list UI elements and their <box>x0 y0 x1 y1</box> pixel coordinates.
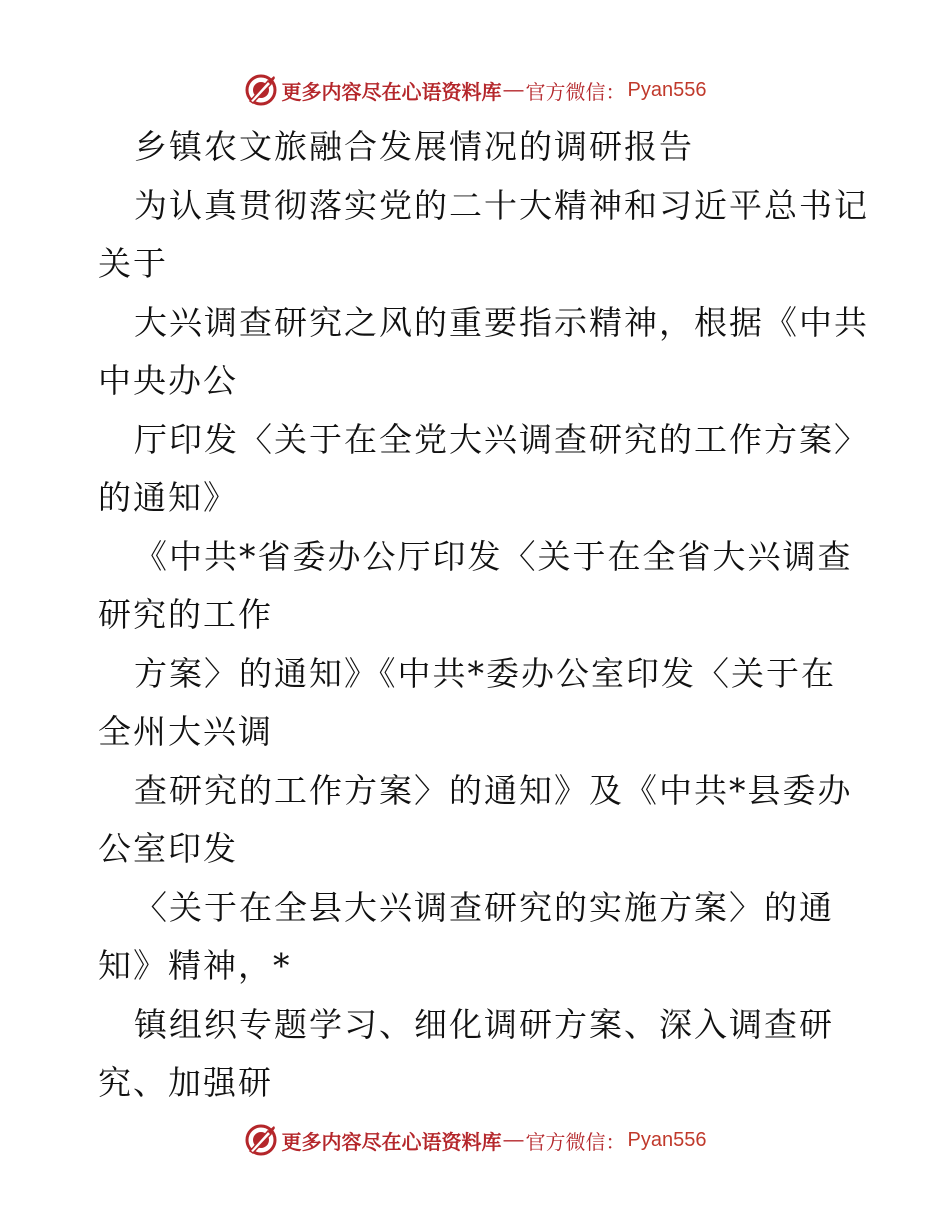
paragraph-line: 研究的工作 <box>98 595 273 634</box>
paragraph-line: 镇组织专题学习、细化调研方案、深入调查研 <box>134 1004 834 1044</box>
paragraph-line: 〈关于在全县大兴调查研究的实施方案〉的通 <box>134 887 834 927</box>
quill-pen-seal-icon <box>244 1123 278 1157</box>
paragraph-line: 方案〉的通知》《中共*委办公室印发〈关于在 <box>134 653 836 693</box>
separator: — <box>503 78 524 101</box>
paragraph-line: 全州大兴调 <box>98 712 273 751</box>
header-banner <box>0 70 950 110</box>
quill-pen-seal-icon <box>244 73 278 107</box>
document-title: 乡镇农文旅融合发展情况的调研报告 <box>134 127 694 166</box>
paragraph-line: 中央办公 <box>98 361 238 400</box>
brand-text: 更多内容尽在心语资料库 <box>281 79 502 104</box>
paragraph-line: 的通知》 <box>98 478 238 517</box>
separator: — <box>503 1128 524 1151</box>
wechat-id: Pyan556 <box>627 1128 707 1151</box>
paragraph-line: 究、加强研 <box>98 1063 273 1102</box>
paragraph-line: 为认真贯彻落实党的二十大精神和习近平总书记 <box>134 185 869 225</box>
paragraph-line: 关于 <box>98 244 168 283</box>
paragraph-line: 《中共*省委办公厅印发〈关于在全省大兴调查 <box>134 536 853 576</box>
document-body <box>98 118 869 1113</box>
paragraph-line: 查研究的工作方案〉的通知》及《中共*县委办 <box>134 770 853 810</box>
brand-text: 更多内容尽在心语资料库 <box>281 1129 502 1154</box>
paragraph-line: 知》精神，* <box>98 946 292 985</box>
footer-banner <box>0 1120 950 1160</box>
paragraph-line: 厅印发〈关于在全党大兴调查研究的工作方案〉 <box>134 419 869 459</box>
wechat-id: Pyan556 <box>627 78 707 101</box>
paragraph-line: 大兴调查研究之风的重要指示精神，根据《中共 <box>134 302 869 342</box>
official-wechat-label: 官方微信： <box>525 1129 626 1154</box>
paragraph-line: 公室印发 <box>98 829 238 868</box>
official-wechat-label: 官方微信： <box>525 79 626 104</box>
